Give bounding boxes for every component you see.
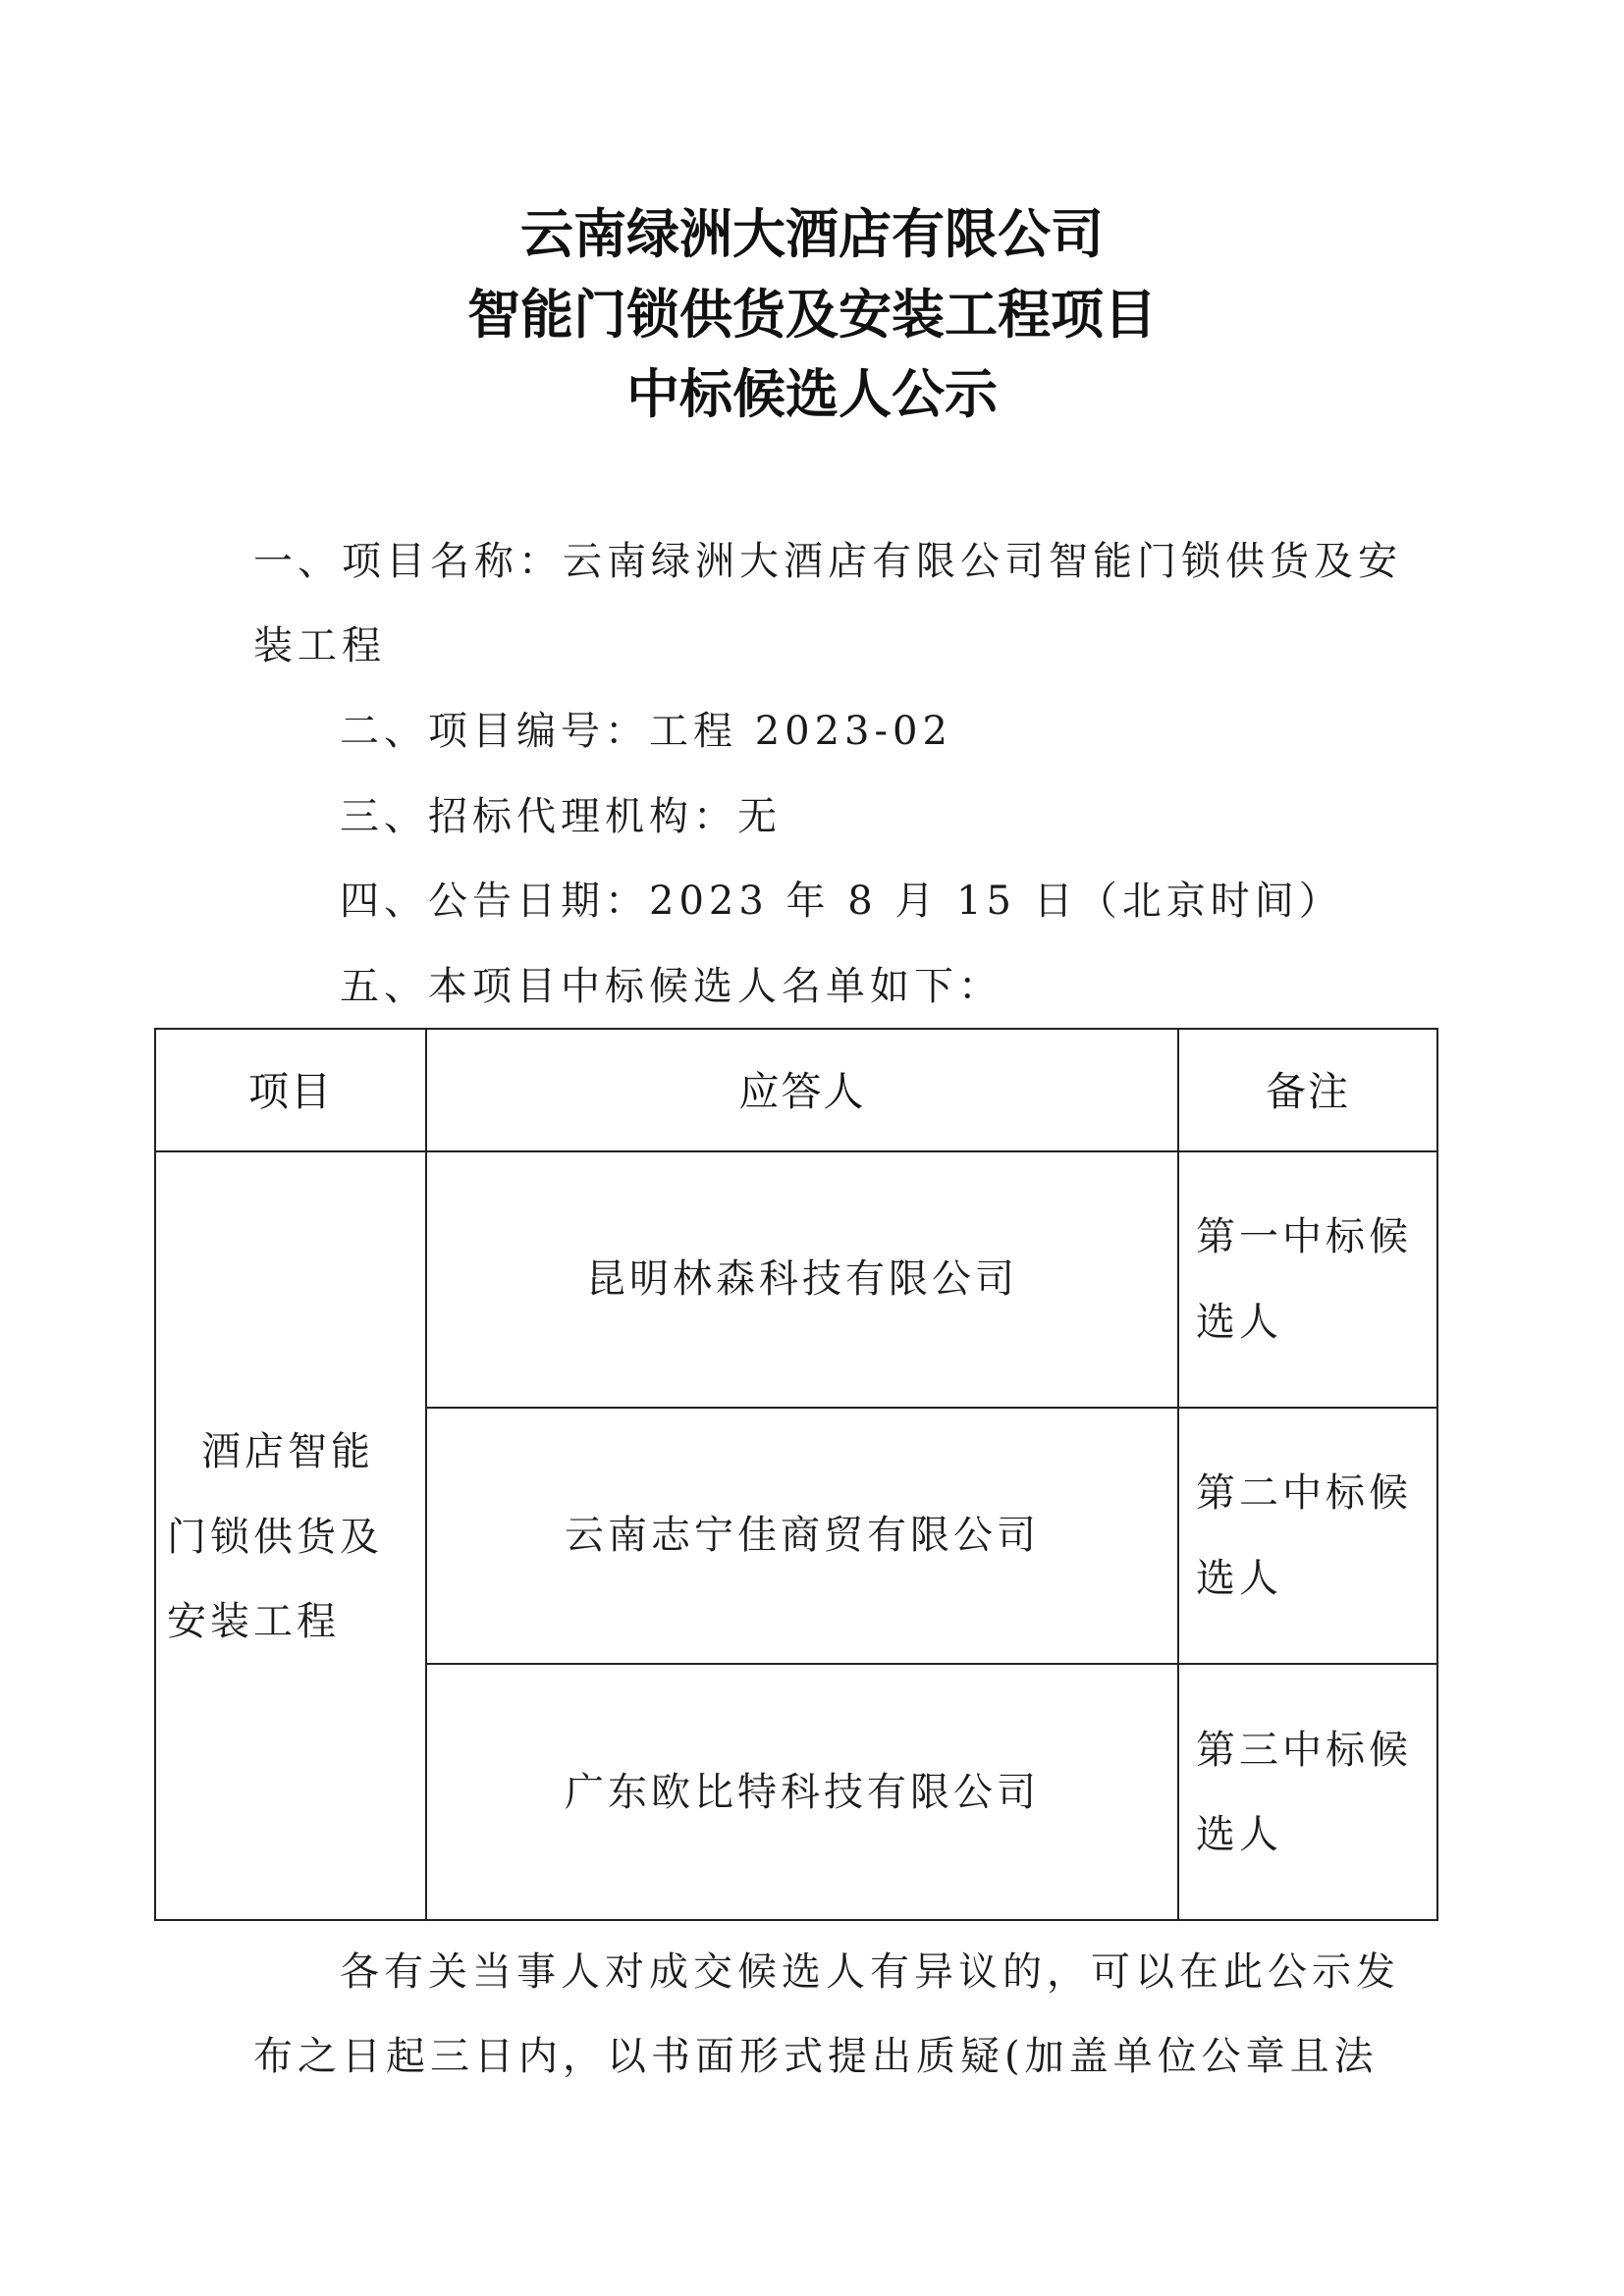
footer-line-1: 各有关当事人对成交候选人有异议的，可以在此公示发 [340,1949,1400,1995]
note-1-line-1: 第一中标候 [1196,1214,1412,1259]
table-border-top [154,1028,1438,1030]
title-line-2: 智能门锁供货及安装工程项目 [467,284,1157,346]
header-project: 项目 [248,1068,333,1115]
table-row-divider-2 [425,1663,1438,1665]
note-2-line-1: 第二中标候 [1196,1470,1412,1516]
table-border-bottom [154,1919,1438,1921]
header-bidder: 应答人 [738,1068,866,1115]
project-name-line-2: 门锁供货及 [167,1515,383,1560]
project-name-line-3: 安装工程 [167,1599,340,1644]
project-name-line-1: 酒店智能 [201,1429,374,1474]
item-5: 五、本项目中标候选人名单如下： [340,964,1002,1009]
item-3: 三、招标代理机构：无 [340,794,782,839]
table-header-divider [154,1150,1438,1152]
bidder-3: 广东欧比特科技有限公司 [565,1770,1040,1815]
bidder-1: 昆明林森科技有限公司 [586,1256,1018,1302]
header-note: 备注 [1266,1068,1350,1115]
title-line-1: 云南绿洲大酒店有限公司 [520,203,1104,265]
title-line-3: 中标候选人公示 [626,363,998,425]
note-2-line-2: 选人 [1196,1556,1282,1601]
item-1-line-2: 装工程 [253,623,386,668]
note-1-line-2: 选人 [1196,1300,1282,1345]
item-1-line-1: 一、项目名称：云南绿洲大酒店有限公司智能门锁供货及安 [253,539,1402,584]
note-3-line-2: 选人 [1196,1812,1282,1857]
item-4: 四、公告日期：2023 年 8 月 15 日（北京时间） [340,879,1343,924]
table-row-divider-1 [425,1407,1438,1409]
bidder-2: 云南志宁佳商贸有限公司 [565,1513,1040,1558]
footer-line-2: 布之日起三日内，以书面形式提出质疑(加盖单位公章且法 [253,2034,1379,2079]
table-border-right [1436,1028,1438,1921]
item-2: 二、项目编号：工程 2023-02 [340,709,952,754]
table-border-left [154,1028,156,1921]
note-3-line-1: 第三中标候 [1196,1728,1412,1773]
